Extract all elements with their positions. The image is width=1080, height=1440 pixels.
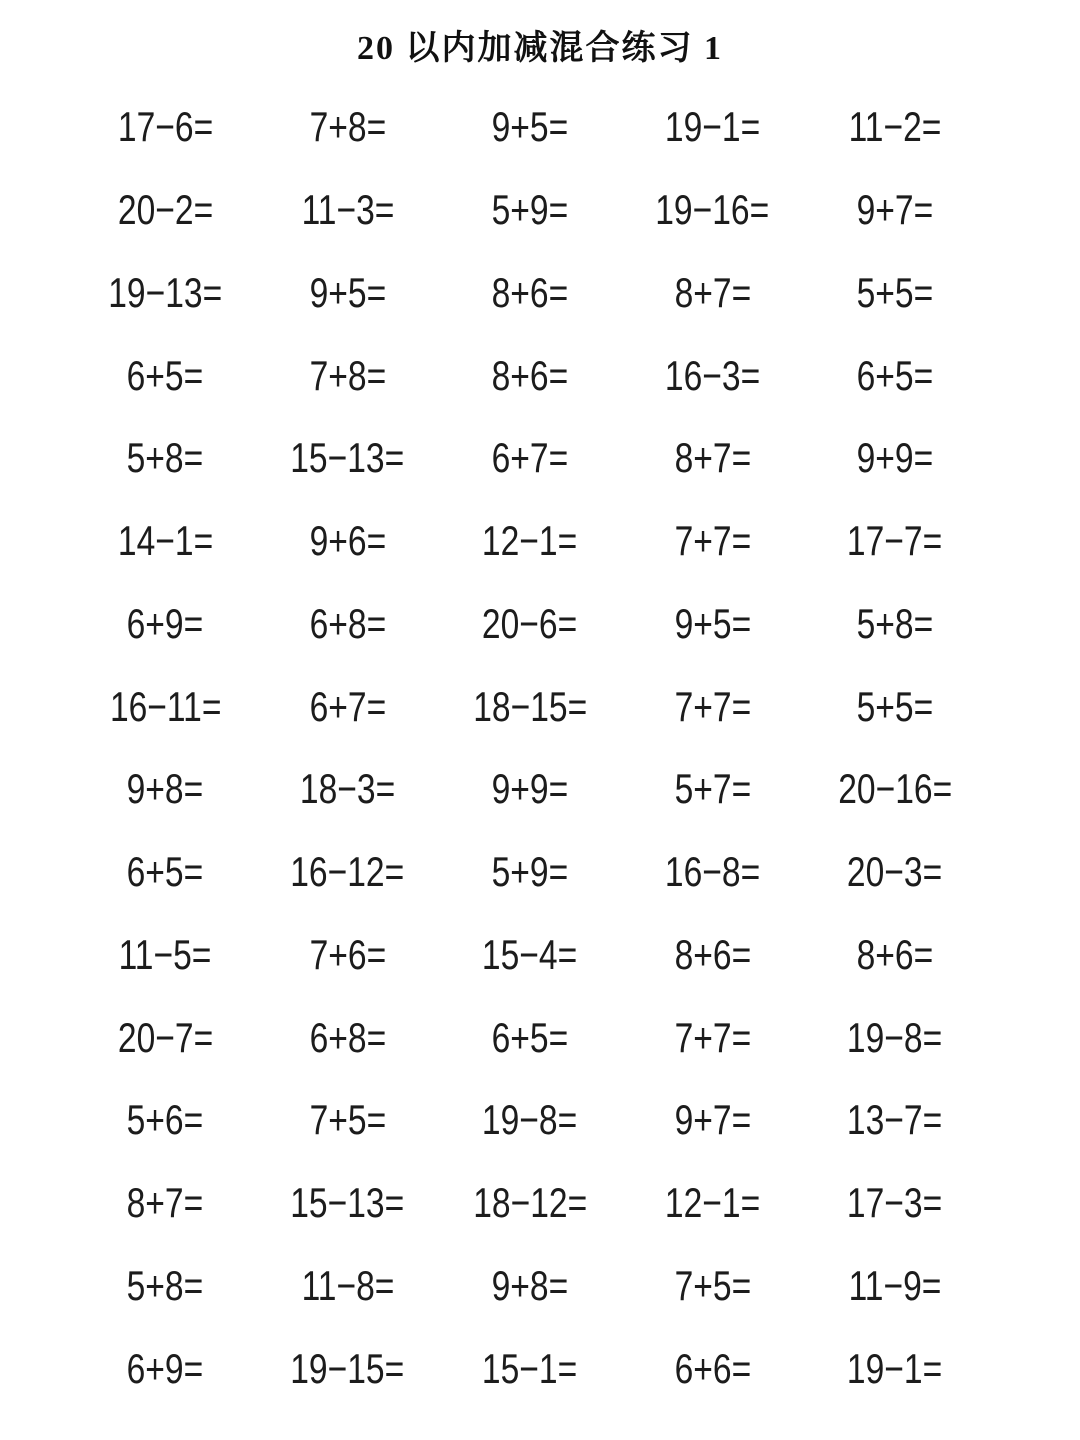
- problem-cell-r13-c5: [804, 1079, 986, 1162]
- problem-cell-r7-c3: [439, 583, 621, 666]
- problem-text: 7+7=: [674, 682, 751, 730]
- problem-cell-r6-c5: [804, 500, 986, 583]
- problem-text: 5+5=: [856, 268, 934, 316]
- problem-text: 7+6=: [309, 930, 386, 978]
- problem-cell-r14-c3: [439, 1162, 621, 1245]
- problem-text: 14−1=: [117, 517, 213, 565]
- problem-text: 13−7=: [847, 1096, 943, 1144]
- problem-cell-r6-c2: [256, 500, 438, 583]
- problem-cell-r10-c2: [256, 831, 438, 914]
- problem-cell-r9-c1: [74, 748, 256, 831]
- problem-text: 16−11=: [109, 682, 221, 730]
- problem-text: 5+5=: [856, 682, 934, 730]
- problem-text: 20−7=: [117, 1013, 213, 1061]
- problem-text: 9+5=: [309, 268, 386, 316]
- problem-cell-r9-c5: [804, 748, 986, 831]
- problem-cell-r12-c5: [804, 996, 986, 1079]
- problem-text: 6+7=: [309, 682, 386, 730]
- problem-cell-r7-c5: [804, 583, 986, 666]
- problem-text: 16−12=: [290, 848, 405, 896]
- problem-cell-r10-c5: [804, 831, 986, 914]
- problem-text: 6+5=: [491, 1013, 569, 1061]
- problem-text: 8+6=: [856, 930, 934, 978]
- problem-cell-r1-c5: [804, 86, 986, 169]
- problem-text: 5+8=: [126, 434, 204, 482]
- problem-cell-r10-c1: [74, 831, 256, 914]
- problem-text: 18−12=: [472, 1179, 587, 1227]
- problem-text: 6+9=: [126, 1344, 204, 1392]
- problem-cell-r2-c5: [804, 169, 986, 252]
- problem-text: 19−1=: [664, 103, 761, 151]
- problem-text: 6+6=: [674, 1344, 751, 1392]
- problem-text: 6+8=: [309, 599, 386, 647]
- problem-cell-r12-c1: [74, 996, 256, 1079]
- problem-cell-r5-c4: [621, 417, 803, 500]
- problem-text: 12−1=: [664, 1179, 761, 1227]
- problem-text: 19−13=: [108, 268, 223, 316]
- problem-cell-r7-c1: [74, 583, 256, 666]
- problem-text: 18−3=: [299, 765, 396, 813]
- problem-text: 9+5=: [491, 103, 569, 151]
- problem-text: 7+8=: [309, 351, 386, 399]
- problem-cell-r16-c3: [439, 1327, 621, 1410]
- problem-cell-r15-c1: [74, 1245, 256, 1328]
- problem-cell-r6-c1: [74, 500, 256, 583]
- problem-cell-r2-c3: [439, 169, 621, 252]
- problem-cell-r4-c3: [439, 334, 621, 417]
- problem-text: 20−2=: [117, 186, 213, 234]
- problem-cell-r2-c1: [74, 169, 256, 252]
- problem-text: 19−16=: [655, 186, 770, 234]
- problem-cell-r16-c5: [804, 1327, 986, 1410]
- problem-cell-r11-c1: [74, 914, 256, 997]
- problem-text: 19−1=: [847, 1344, 943, 1392]
- problem-cell-r16-c4: [621, 1327, 803, 1410]
- problem-text: 11−2=: [848, 103, 942, 151]
- problem-cell-r4-c4: [621, 334, 803, 417]
- problem-cell-r14-c1: [74, 1162, 256, 1245]
- problem-cell-r8-c2: [256, 665, 438, 748]
- problem-cell-r13-c1: [74, 1079, 256, 1162]
- problem-cell-r11-c4: [621, 914, 803, 997]
- problem-cell-r13-c4: [621, 1079, 803, 1162]
- problem-cell-r9-c4: [621, 748, 803, 831]
- worksheet-title: 20 以内加减混合练习 1: [357, 30, 723, 67]
- problem-cell-r12-c3: [439, 996, 621, 1079]
- problem-text: 11−8=: [301, 1261, 394, 1309]
- problem-text: 18−15=: [472, 682, 587, 730]
- problem-text: 16−3=: [664, 351, 761, 399]
- problem-text: 5+9=: [491, 186, 569, 234]
- problem-text: 5+7=: [674, 765, 751, 813]
- problem-cell-r6-c3: [439, 500, 621, 583]
- problem-text: 19−8=: [847, 1013, 943, 1061]
- problem-text: 9+6=: [309, 517, 386, 565]
- problem-text: 8+7=: [674, 268, 751, 316]
- problem-text: 5+9=: [491, 848, 569, 896]
- problem-text: 7+5=: [674, 1261, 751, 1309]
- problem-cell-r7-c2: [256, 583, 438, 666]
- problem-cell-r6-c4: [621, 500, 803, 583]
- problem-text: 5+8=: [126, 1261, 204, 1309]
- problem-cell-r14-c2: [256, 1162, 438, 1245]
- problem-text: 20−16=: [837, 765, 952, 813]
- problem-text: 5+6=: [126, 1096, 204, 1144]
- problem-text: 8+6=: [491, 351, 569, 399]
- problem-text: 19−8=: [482, 1096, 578, 1144]
- problem-text: 7+8=: [309, 103, 386, 151]
- problem-cell-r2-c2: [256, 169, 438, 252]
- problem-cell-r3-c2: [256, 252, 438, 335]
- problem-cell-r7-c4: [621, 583, 803, 666]
- problem-text: 11−3=: [301, 186, 394, 234]
- problem-text: 11−5=: [118, 930, 212, 978]
- problem-text: 15−13=: [290, 1179, 405, 1227]
- problem-text: 17−6=: [117, 103, 213, 151]
- problem-cell-r14-c4: [621, 1162, 803, 1245]
- problem-text: 8+7=: [126, 1179, 204, 1227]
- problem-cell-r1-c2: [256, 86, 438, 169]
- problem-text: 6+5=: [126, 848, 204, 896]
- problem-text: 7+7=: [674, 1013, 751, 1061]
- problem-text: 8+6=: [491, 268, 569, 316]
- problem-text: 20−3=: [847, 848, 943, 896]
- problem-text: 19−15=: [290, 1344, 405, 1392]
- problem-text: 6+5=: [126, 351, 204, 399]
- problem-cell-r10-c3: [439, 831, 621, 914]
- problem-cell-r5-c5: [804, 417, 986, 500]
- problem-grid: [74, 86, 986, 1410]
- problem-text: 6+8=: [309, 1013, 386, 1061]
- problem-cell-r8-c5: [804, 665, 986, 748]
- problem-text: 6+5=: [856, 351, 934, 399]
- problem-cell-r4-c2: [256, 334, 438, 417]
- problem-text: 6+7=: [491, 434, 569, 482]
- problem-text: 11−9=: [848, 1261, 942, 1309]
- problem-cell-r1-c3: [439, 86, 621, 169]
- problem-text: 9+5=: [674, 599, 751, 647]
- problem-cell-r16-c2: [256, 1327, 438, 1410]
- problem-cell-r15-c2: [256, 1245, 438, 1328]
- problem-cell-r2-c4: [621, 169, 803, 252]
- problem-cell-r8-c1: [74, 665, 256, 748]
- problem-cell-r11-c2: [256, 914, 438, 997]
- problem-cell-r5-c3: [439, 417, 621, 500]
- problem-cell-r15-c4: [621, 1245, 803, 1328]
- problem-text: 9+7=: [856, 186, 934, 234]
- problem-cell-r11-c3: [439, 914, 621, 997]
- problem-cell-r8-c4: [621, 665, 803, 748]
- problem-text: 5+8=: [856, 599, 934, 647]
- problem-cell-r13-c3: [439, 1079, 621, 1162]
- problem-cell-r9-c2: [256, 748, 438, 831]
- problem-text: 20−6=: [482, 599, 578, 647]
- problem-text: 8+6=: [674, 930, 751, 978]
- problem-text: 9+8=: [126, 765, 204, 813]
- problem-text: 15−1=: [482, 1344, 578, 1392]
- problem-cell-r4-c1: [74, 334, 256, 417]
- problem-text: 12−1=: [482, 517, 578, 565]
- problem-cell-r4-c5: [804, 334, 986, 417]
- problem-text: 6+9=: [126, 599, 204, 647]
- problem-cell-r15-c5: [804, 1245, 986, 1328]
- problem-cell-r12-c2: [256, 996, 438, 1079]
- problem-text: 7+7=: [674, 517, 751, 565]
- problem-text: 9+7=: [674, 1096, 751, 1144]
- problem-text: 9+9=: [856, 434, 934, 482]
- problem-cell-r13-c2: [256, 1079, 438, 1162]
- problem-text: 7+5=: [309, 1096, 386, 1144]
- problem-cell-r5-c1: [74, 417, 256, 500]
- problem-cell-r11-c5: [804, 914, 986, 997]
- problem-cell-r16-c1: [74, 1327, 256, 1410]
- problem-cell-r9-c3: [439, 748, 621, 831]
- problem-cell-r14-c5: [804, 1162, 986, 1245]
- problem-cell-r3-c4: [621, 252, 803, 335]
- problem-cell-r1-c4: [621, 86, 803, 169]
- problem-text: 9+9=: [491, 765, 569, 813]
- problem-cell-r12-c4: [621, 996, 803, 1079]
- problem-cell-r3-c3: [439, 252, 621, 335]
- problem-text: 9+8=: [491, 1261, 569, 1309]
- problem-cell-r1-c1: [74, 86, 256, 169]
- problem-text: 17−7=: [847, 517, 943, 565]
- problem-text: 8+7=: [674, 434, 751, 482]
- problem-cell-r10-c4: [621, 831, 803, 914]
- problem-cell-r8-c3: [439, 665, 621, 748]
- problem-cell-r15-c3: [439, 1245, 621, 1328]
- problem-text: 17−3=: [847, 1179, 943, 1227]
- problem-text: 15−4=: [482, 930, 578, 978]
- problem-text: 15−13=: [290, 434, 405, 482]
- problem-cell-r5-c2: [256, 417, 438, 500]
- problem-cell-r3-c5: [804, 252, 986, 335]
- problem-cell-r3-c1: [74, 252, 256, 335]
- problem-text: 16−8=: [664, 848, 761, 896]
